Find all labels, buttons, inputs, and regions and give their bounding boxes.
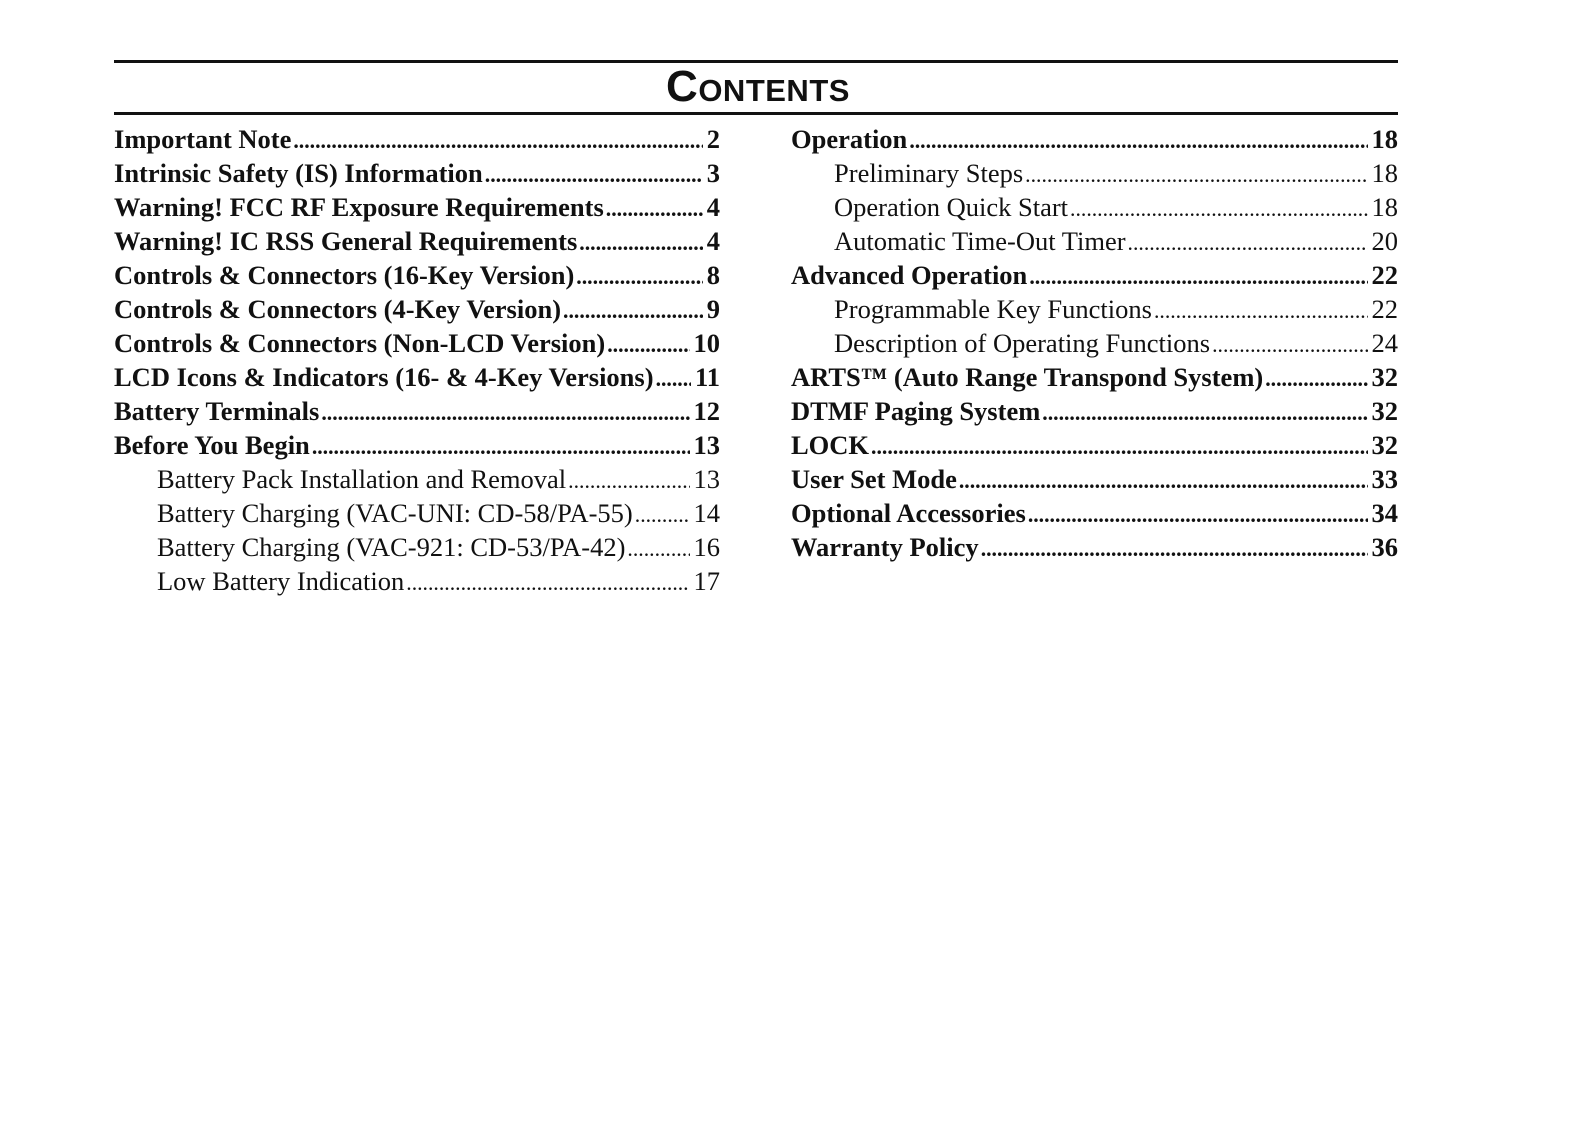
toc-dot-leader: [635, 498, 690, 530]
toc-entry-title: Optional Accessories: [791, 498, 1026, 528]
toc-page-number: 14: [693, 498, 720, 528]
toc-dot-leader: [959, 464, 1368, 496]
toc-page-number: 8: [706, 260, 720, 290]
toc-entry-title: Operation Quick Start: [834, 192, 1069, 222]
toc-dot-leader: [981, 532, 1368, 564]
toc-entry[interactable]: [114, 122, 720, 156]
toc-columns: [114, 122, 1398, 602]
toc-entry[interactable]: [114, 360, 720, 394]
toc-page-number: 13: [693, 430, 720, 460]
toc-dot-leader: [1265, 362, 1367, 394]
toc-entry-title: Warranty Policy: [791, 532, 979, 562]
toc-entry-title: Preliminary Steps: [834, 158, 1024, 188]
toc-page-number: 34: [1371, 498, 1398, 528]
toc-dot-leader: [1154, 294, 1368, 326]
toc-subentry[interactable]: [791, 190, 1398, 224]
toc-dot-leader: [1212, 328, 1367, 360]
toc-entry[interactable]: [791, 360, 1398, 394]
toc-entry-title: Controls & Connectors (16-Key Version): [114, 260, 575, 290]
toc-dot-leader: [1028, 498, 1368, 530]
toc-page-number: 17: [693, 566, 720, 596]
toc-subentry[interactable]: [791, 224, 1398, 258]
toc-subentry[interactable]: [114, 496, 720, 530]
toc-page-number: 13: [693, 464, 720, 494]
toc-entry-title: Description of Operating Functions: [834, 328, 1211, 358]
toc-entry-title: Advanced Operation: [791, 260, 1028, 290]
toc-dot-leader: [293, 124, 702, 156]
toc-subentry[interactable]: [791, 326, 1398, 360]
toc-page-number: 20: [1371, 226, 1398, 256]
toc-page-number: 10: [693, 328, 720, 358]
toc-page-number: 2: [706, 124, 720, 154]
toc-dot-leader: [627, 532, 689, 564]
toc-dot-leader: [406, 566, 689, 598]
toc-entry[interactable]: [114, 258, 720, 292]
toc-subentry[interactable]: [114, 564, 720, 598]
title-underline-rule: [114, 112, 1398, 115]
toc-entry-title: Operation: [791, 124, 908, 154]
toc-entry-title: Warning! IC RSS General Requirements: [114, 226, 578, 256]
toc-page-number: 33: [1371, 464, 1398, 494]
toc-entry[interactable]: [791, 394, 1398, 428]
toc-page-number: 22: [1371, 260, 1398, 290]
toc-entry[interactable]: [791, 496, 1398, 530]
toc-page-number: 4: [706, 226, 720, 256]
toc-right-column: [791, 122, 1398, 564]
toc-entry[interactable]: [114, 190, 720, 224]
toc-entry[interactable]: [791, 428, 1398, 462]
toc-dot-leader: [1042, 396, 1367, 428]
toc-subentry[interactable]: [114, 462, 720, 496]
toc-entry-title: Intrinsic Safety (IS) Information: [114, 158, 483, 188]
toc-page-number: 18: [1371, 124, 1398, 154]
toc-entry-title: ARTS™ (Auto Range Transpond System): [791, 362, 1264, 392]
toc-page-number: 3: [706, 158, 720, 188]
toc-page-number: 18: [1371, 192, 1398, 222]
toc-page-number: 4: [706, 192, 720, 222]
toc-dot-leader: [1025, 158, 1367, 190]
toc-dot-leader: [1029, 260, 1367, 292]
toc-entry[interactable]: [114, 224, 720, 258]
toc-page-number: 24: [1371, 328, 1398, 358]
toc-page-number: 18: [1371, 158, 1398, 188]
toc-entry-title: User Set Mode: [791, 464, 957, 494]
toc-entry-title: Controls & Connectors (Non-LCD Version): [114, 328, 606, 358]
contents-page: [114, 60, 1398, 602]
toc-entry[interactable]: [114, 326, 720, 360]
toc-entry-title: Automatic Time-Out Timer: [834, 226, 1126, 256]
toc-dot-leader: [563, 294, 703, 326]
toc-page-number: 36: [1371, 532, 1398, 562]
toc-entry-title: Low Battery Indication: [157, 566, 405, 596]
toc-page-number: 12: [693, 396, 720, 426]
toc-entry-title: LOCK: [791, 430, 870, 460]
toc-page-number: 9: [706, 294, 720, 324]
toc-subentry[interactable]: [114, 530, 720, 564]
toc-entry-title: LCD Icons & Indicators (16- & 4-Key Versions): [114, 362, 654, 392]
toc-entry[interactable]: [114, 428, 720, 462]
toc-entry[interactable]: [114, 156, 720, 190]
toc-entry[interactable]: [791, 530, 1398, 564]
toc-entry[interactable]: [114, 394, 720, 428]
toc-entry-title: DTMF Paging System: [791, 396, 1041, 426]
page-title: Contents: [666, 62, 850, 111]
toc-dot-leader: [321, 396, 689, 428]
toc-dot-leader: [656, 362, 691, 394]
toc-entry[interactable]: [791, 122, 1398, 156]
toc-page-number: 32: [1371, 396, 1398, 426]
toc-entry-title: Programmable Key Functions: [834, 294, 1152, 324]
toc-entry-title: Before You Begin: [114, 430, 310, 460]
toc-dot-leader: [607, 328, 689, 360]
toc-dot-leader: [568, 464, 689, 496]
toc-dot-leader: [909, 124, 1367, 156]
toc-entry[interactable]: [114, 292, 720, 326]
toc-dot-leader: [576, 260, 702, 292]
toc-dot-leader: [871, 430, 1367, 462]
toc-entry[interactable]: [791, 462, 1398, 496]
toc-subentry[interactable]: [791, 156, 1398, 190]
toc-entry-title: Important Note: [114, 124, 292, 154]
toc-entry-title: Warning! FCC RF Exposure Requirements: [114, 192, 604, 222]
toc-page-number: 32: [1371, 362, 1398, 392]
toc-page-number: 32: [1371, 430, 1398, 460]
toc-dot-leader: [485, 158, 703, 190]
toc-entry-title: Battery Pack Installation and Removal: [157, 464, 567, 494]
toc-dot-leader: [1128, 226, 1368, 258]
toc-left-column: [114, 122, 720, 598]
toc-entry-title: Battery Terminals: [114, 396, 320, 426]
toc-dot-leader: [606, 192, 703, 224]
toc-entry-title: Controls & Connectors (4-Key Version): [114, 294, 562, 324]
toc-page-number: 16: [693, 532, 720, 562]
toc-subentry[interactable]: [791, 292, 1398, 326]
toc-entry-title: Battery Charging (VAC-UNI: CD-58/PA-55): [157, 498, 633, 528]
toc-entry-title: Battery Charging (VAC-921: CD-53/PA-42): [157, 532, 626, 562]
toc-page-number: 11: [694, 362, 720, 392]
toc-dot-leader: [579, 226, 702, 258]
toc-page-number: 22: [1371, 294, 1398, 324]
toc-dot-leader: [1070, 192, 1367, 224]
toc-entry[interactable]: [791, 258, 1398, 292]
toc-dot-leader: [312, 430, 690, 462]
